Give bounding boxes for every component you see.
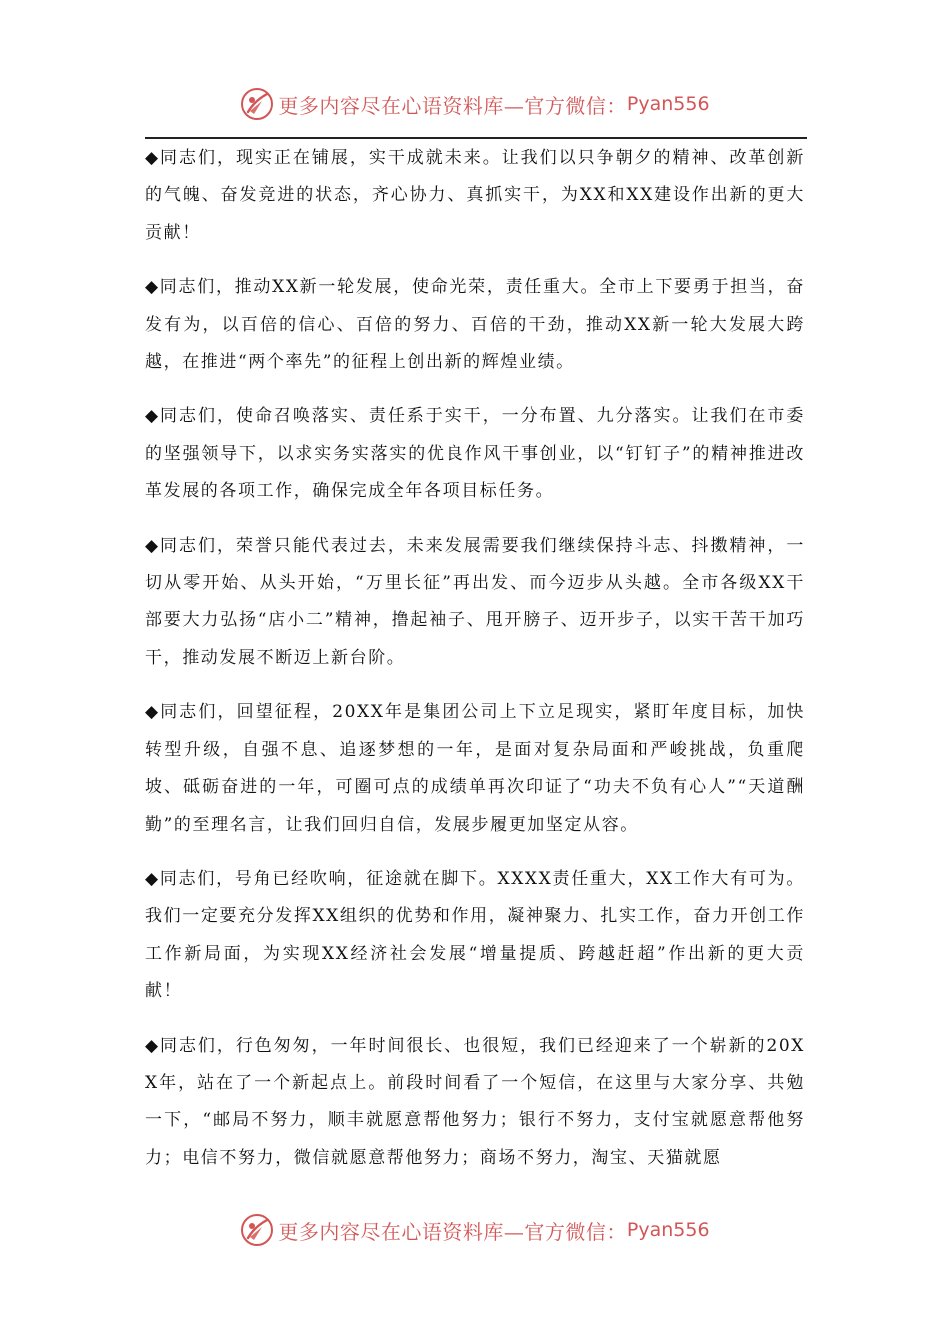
footer-banner-text: 更多内容尽在心语资料库—官方微信： [278, 1219, 627, 1244]
paragraph: ◆同志们，推动XX新一轮发展，使命光荣，责任重大。全市上下要勇于担当，奋发有为，以百倍的信心、百倍的努力、百倍的干劲，推动XX新一轮大发展大跨越，在推进“两个率先”的征程上创出新的辉煌业绩。 [145, 277, 805, 373]
header-banner-handle: Pyan556 [626, 93, 710, 115]
header-banner-text: 更多内容尽在心语资料库—官方微信： [278, 93, 627, 118]
footer-banner [0, 1208, 950, 1252]
paragraph: ◆同志们，回望征程，20XX年是集团公司上下立足现实，紧盯年度目标，加快转型升级，自强不息、追逐梦想的一年，是面对复杂局面和严峻挑战，负重爬坡、砥砺奋进的一年，可圈可点的成绩单再次印证了“功夫不负有心人”“天道酬勤”的至理名言，让我们回归自信，发展步履更加坚定从容。 [145, 702, 805, 835]
brand-logo-icon [240, 87, 274, 121]
footer-banner-handle: Pyan556 [626, 1219, 710, 1241]
paragraph: ◆同志们，号角已经吹响，征途就在脚下。XXXX责任重大，XX工作大有可为。我们一定要充分发挥XX组织的优势和作用，凝神聚力、扎实工作，奋力开创工作工作新局面，为实现XX经济社会发展“增量提质、跨越赶超”作出新的更大贡献！ [145, 868, 805, 1002]
document-body [145, 140, 805, 1194]
paragraph: ◆同志们，行色匆匆，一年时间很长、也很短，我们已经迎来了一个崭新的20XX年，站在了一个新起点上。前段时间看了一个短信，在这里与大家分享、共勉一下，“邮局不努力，顺丰就愿意帮他努力；银行不努力，支付宝就愿意帮他努力；电信不努力，微信就愿意帮他努力；商场不努力，淘宝、天猫就愿 [145, 1035, 805, 1168]
header-divider [145, 137, 807, 139]
paragraph: ◆同志们，现实正在铺展，实干成就未来。让我们以只争朝夕的精神、改革创新的气魄、奋发竞进的状态，齐心协力、真抓实干，为XX和XX建设作出新的更大贡献！ [145, 148, 805, 243]
paragraph: ◆同志们，荣誉只能代表过去，未来发展需要我们继续保持斗志、抖擞精神，一切从零开始、从头开始，“万里长征”再出发、而今迈步从头越。全市各级XX干部要大力弘扬“店小二”精神，撸起袖子、甩开膀子、迈开步子，以实干苦干加巧干，推动发展不断迈上新台阶。 [145, 535, 805, 668]
header-banner [0, 82, 950, 126]
brand-logo-icon [240, 1213, 274, 1247]
paragraph: ◆同志们，使命召唤落实、责任系于实干，一分布置、九分落实。让我们在市委的坚强领导下，以求实务实落实的优良作风干事创业，以“钉钉子”的精神推进改革发展的各项工作，确保完成全年各项目标任务。 [145, 406, 805, 502]
